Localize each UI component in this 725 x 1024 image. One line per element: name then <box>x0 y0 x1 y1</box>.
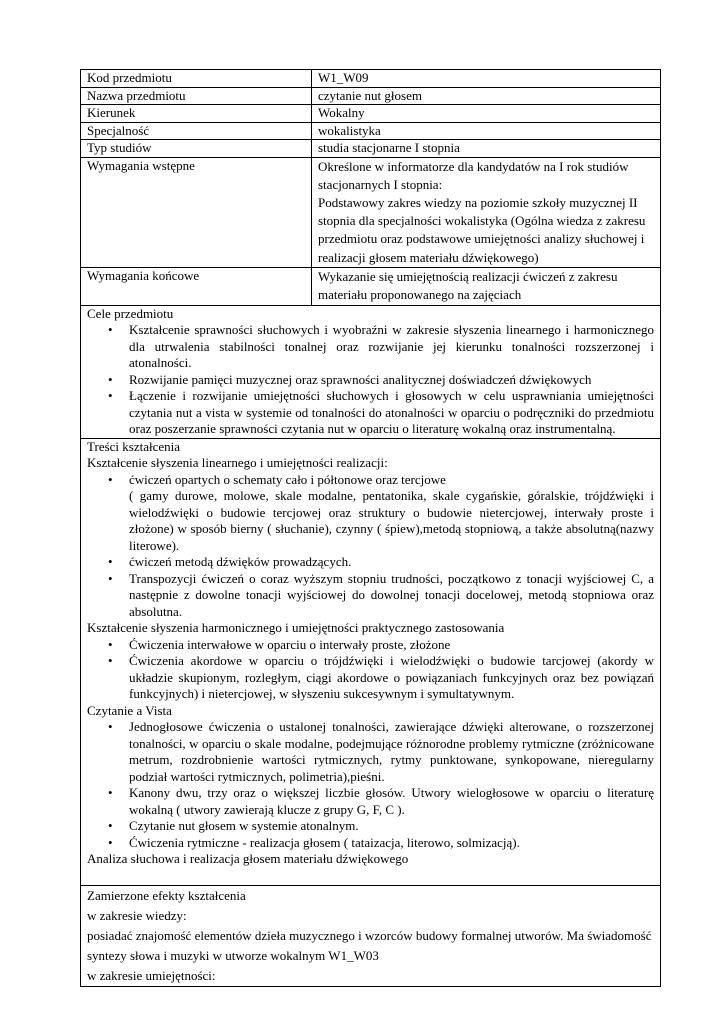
cele-section <box>81 305 661 438</box>
info-row-kod <box>81 70 661 88</box>
label-typ: Typ studiów <box>81 140 312 158</box>
vista-item: • Kanony dwu, trzy oraz o większej liczbie głosów. Utwory wielogłosowe w oparciu o literaturę wokalną ( utwory zawierają klucze z grupy G, F, C ). <box>129 785 654 818</box>
vista-item: • Ćwiczenia rytmiczne - realizacja głosem ( tataizacja, literowo, solmizacją). <box>129 835 654 852</box>
efekty-title: Zamierzone efekty kształcenia <box>87 887 246 903</box>
info-row-typ <box>81 140 661 158</box>
wiedza-heading: w zakresie wiedzy: <box>87 907 187 923</box>
label-wymagania-koncowe: Wymagania końcowe <box>81 267 312 305</box>
vista-item: • Jednogłosowe ćwiczenia o ustalonej tonalności, zawierające dźwięki alterowane, o rozszerzonej tonalności, w oparciu o skale modalne, podejmujące różnorodne problemy rytmiczne (zróżnicowane metrum, rozdrobnienie wartości rytmicznych, rytmy punktowane, synkopowane, nieregularny podział wartości rytmicznych, polimetria),pieśni. <box>129 719 654 785</box>
linear-list <box>87 472 654 621</box>
row-efekty <box>81 885 661 986</box>
value-kod: W1_W09 <box>312 70 661 88</box>
value-wymagania-wstepne <box>312 157 661 267</box>
cele-item: • Kształcenie sprawności słuchowych i wyobraźni w zakresie słyszenia linearnego i harmonicznego dla utrwalenia stabilności tonalnej oraz rozwijanie jej kierunku tonalności rozszerzonej i atonalności. <box>129 322 654 372</box>
row-wymagania-wstepne <box>81 157 661 267</box>
row-cele <box>81 305 661 438</box>
linear-item1-b: ( gamy durowe, molowe, skale modalne, pentatonika, skale cygańskie, góralskie, trójdźwięki i wielodźwięki o budowie tercjowej oraz struktury o budowie nietercjowej, interwały proste i złożone) w sposób bierny ( słuchanie), czynny ( śpiew),metodą stopniową, a także absolutną(nazwy literowe). <box>129 488 654 553</box>
syllabus-table <box>80 69 661 987</box>
value-nazwa: czytanie nut głosem <box>312 87 661 105</box>
linear-heading: Kształcenie słyszenia linearnego i umiejętności realizacji: <box>87 455 388 471</box>
label-nazwa: Nazwa przedmiotu <box>81 87 312 105</box>
info-row-nazwa <box>81 87 661 105</box>
label-specjalnosc: Specjalność <box>81 122 312 140</box>
value-kierunek: Wokalny <box>312 105 661 123</box>
harm-item: • Ćwiczenia interwałowe w oparciu o interwały proste, złożone <box>129 637 654 654</box>
tresci-section <box>81 438 661 885</box>
harm-heading: Kształcenie słyszenia harmonicznego i umiejętności praktycznego zastosowania <box>87 620 505 636</box>
value-specjalnosc: wokalistyka <box>312 122 661 140</box>
harm-item: • Ćwiczenia akordowe w oparciu o trójdźwięki i wielodźwięki o budowie tarcjowej (akordy w układzie skupionym, rozległym, ciągi akordowe o powiązaniach funkcyjnych oraz bez powiązań funkcyjnych) i nietercjowej, w słyszeniu sukcesywnym i symultatywnym. <box>129 653 654 703</box>
tresci-title: Treści kształcenia <box>87 438 181 454</box>
vista-heading: Czytanie a Vista <box>87 702 172 718</box>
vista-item: • Czytanie nut głosem w systemie atonalnym. <box>129 818 654 835</box>
linear-item: • Transpozycji ćwiczeń o coraz wyższym stopniu trudności, początkowo z tonacji wyjściowej C, a następnie z dowolne tonacji wyjściowej do dowolnej tonacji docelowej, metodą stopniowa oraz absolutna. <box>129 571 654 621</box>
wymagania-wstepne-text1: Określone w informatorze dla kandydatów na I rok studiów stacjonarnych I stopnia: <box>318 158 629 192</box>
label-wymagania-wstepne: Wymagania wstępne <box>81 157 312 267</box>
info-row-specjalnosc <box>81 122 661 140</box>
linear-item: • ćwiczeń metodą dźwięków prowadzących. <box>129 554 654 571</box>
analiza-text: Analiza słuchowa i realizacja głosem materiału dźwiękowego <box>87 851 409 867</box>
row-tresci <box>81 438 661 885</box>
course-syllabus-page <box>80 69 655 987</box>
vista-list <box>87 719 654 851</box>
cele-title: Cele przedmiotu <box>87 305 174 321</box>
info-row-kierunek <box>81 105 661 123</box>
label-kod: Kod przedmiotu <box>81 70 312 88</box>
label-kierunek: Kierunek <box>81 105 312 123</box>
wiedza-text: posiadać znajomość elementów dzieła muzycznego i wzorców budowy formalnej utworów. Ma świadomość syntezy słowa i muzyki w utworze wokalnym W1_W03 <box>87 927 652 963</box>
efekty-section <box>81 885 661 986</box>
wymagania-wstepne-text2: Podstawowy zakres wiedzy na poziomie szkoły muzycznej II stopnia dla specjalności wokalistyka (Ogólna wiedza z zakresu przedmiotu oraz podstawowe umiejętności analizy słuchowej i realizacji głosem materiału dźwiękowego) <box>318 194 646 265</box>
value-typ: studia stacjonarne I stopnia <box>312 140 661 158</box>
cele-item: • Rozwijanie pamięci muzycznej oraz sprawności analitycznej doświadczeń dźwiękowych <box>129 372 654 389</box>
cele-list <box>87 322 654 438</box>
harm-list <box>87 637 654 703</box>
linear-item <box>129 472 654 555</box>
row-wymagania-koncowe <box>81 267 661 305</box>
value-wymagania-koncowe: Wykazanie się umiejętnością realizacji ćwiczeń z zakresu materiału proponowanego na zajęciach <box>312 267 661 305</box>
linear-item1-a: ćwiczeń opartych o schematy cało i półtonowe oraz tercjowe <box>129 471 446 487</box>
cele-item: • Łączenie i rozwijanie umiejętności słuchowych i głosowych w celu usprawniania umiejętności czytania nut a vista w systemie od tonalności do atonalności w oparciu o podręczniki do przedmiotu oraz poszerzanie sprawności czytania nut w oparciu o literaturę wokalną oraz instrumentalną. <box>129 388 654 438</box>
umiejetnosci-heading: w zakresie umiejętności: <box>87 967 216 983</box>
